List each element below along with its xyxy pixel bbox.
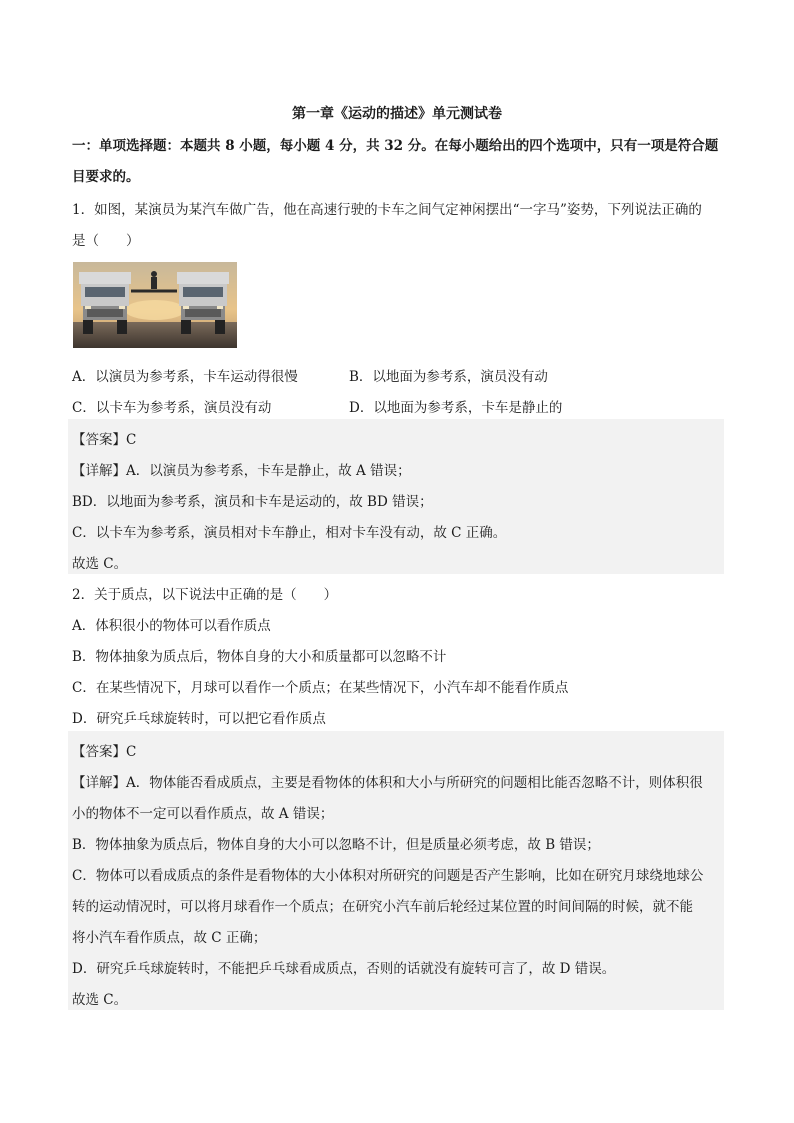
q2-detail-line7: D．研究乒乓球旋转时，不能把乒乓球看成质点，否则的话就没有旋转可言了，故 D 错误。	[72, 961, 616, 977]
q2-detail-line2: 小的物体不一定可以看作质点，故 A 错误；	[72, 806, 334, 822]
q2-detail-line4: C．物体可以看成质点的条件是看物体的大小体积对所研究的问题是否产生影响，比如在研究月球绕地球公	[72, 868, 704, 884]
q2-detail-line3: B．物体抽象为质点后，物体自身的大小可以忽略不计，但是质量必须考虑，故 B 错误；	[72, 837, 600, 853]
q2-detail-line8: 故选 C。	[72, 992, 128, 1008]
q1-detail-line1: 【详解】A．以演员为参考系，卡车是静止，故 A 错误；	[72, 463, 411, 479]
q2-option-d: D．研究乒乓球旋转时，可以把它看作质点	[72, 711, 326, 727]
q2-stem: 2．关于质点，以下说法中正确的是（ ）	[72, 587, 338, 603]
q1-detail-line2: BD．以地面为参考系，演员和卡车是运动的，故 BD 错误；	[72, 494, 433, 510]
q2-option-c: C．在某些情况下，月球可以看作一个质点；在某些情况下，小汽车却不能看作质点	[72, 680, 569, 696]
q1-detail-line4: 故选 C。	[72, 556, 128, 572]
q2-option-a: A．体积很小的物体可以看作质点	[72, 618, 271, 634]
section-instruction-line1: 一：单项选择题：本题共 8 小题，每小题 4 分，共 32 分。在每小题给出的四个选项中，只有一项是符合题	[72, 138, 719, 154]
q1-option-d: D．以地面为参考系，卡车是静止的	[349, 400, 563, 416]
q2-detail-line5: 转的运动情况时，可以将月球看作一个质点；在研究小汽车前后轮经过某位置的时间间隔的时候，就不能	[72, 899, 693, 915]
q1-stem-line2: 是（ ）	[72, 233, 140, 249]
q1-stem-line1: 1．如图，某演员为某汽车做广告，他在高速行驶的卡车之间气定神闲摆出“一字马”姿势，下列说法正确的	[72, 202, 702, 218]
q1-detail-line3: C．以卡车为参考系，演员相对卡车静止，相对卡车没有动，故 C 正确。	[72, 525, 507, 541]
page-title: 第一章《运动的描述》单元测试卷	[292, 106, 502, 122]
q2-answer: 【答案】C	[72, 744, 137, 760]
q2-option-b: B．物体抽象为质点后，物体自身的大小和质量都可以忽略不计	[72, 649, 447, 665]
q1-option-b: B．以地面为参考系，演员没有动	[349, 369, 548, 385]
q2-detail-line1: 【详解】A．物体能否看成质点，主要是看物体的体积和大小与所研究的问题相比能否忽略不计，则体积很	[72, 775, 703, 791]
section-instruction-line2: 目要求的。	[72, 169, 140, 185]
q1-answer: 【答案】C	[72, 432, 137, 448]
q1-option-a: A．以演员为参考系，卡车运动得很慢	[72, 369, 298, 385]
q1-option-c: C．以卡车为参考系，演员没有动	[72, 400, 272, 416]
q2-detail-line6: 将小汽车看作质点，故 C 正确；	[72, 930, 267, 946]
trucks-performer-photo	[73, 262, 237, 348]
